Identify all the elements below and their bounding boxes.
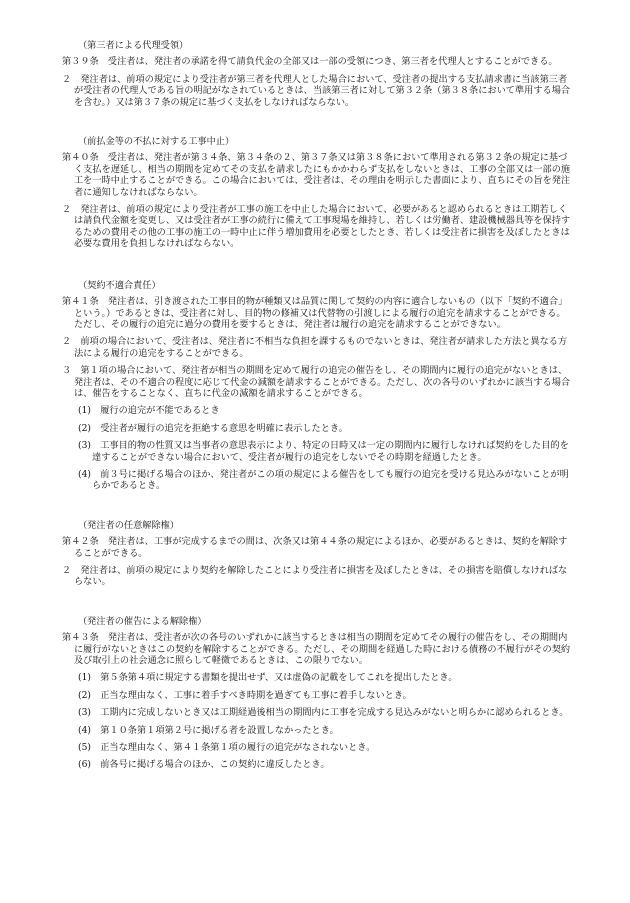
article-39	[62, 40, 574, 108]
article-43	[62, 616, 574, 771]
list-item: (3) 工事目的物の性質又は当事者の意思表示により、特定の日時又は一定の期間内に履行しなければ契約をした目的を達することができない場合において、受注者が履行の追完をしないでその時期を経過したとき。	[78, 440, 569, 463]
list-item: (1) 履行の追完が不能であるとき	[78, 405, 220, 417]
article-paragraph: ３ 第１項の場合において、発注者が相当の期間を定めて履行の追完の催告をし、その期間内に履行の追完がないときは、発注者は、その不適合の程度に応じて代金の減額を請求することができる。ただし、次の各号のいずれかに該当する場合は、催告をすることなく、直ちに代金の減額を請求することができる。	[62, 365, 571, 399]
list-item: (2) 受注者が履行の追完を拒絶する意思を明確に表示したとき。	[78, 422, 348, 434]
article-paragraph: 第４３条 発注者は、受注者が次の各号のいずれかに該当するときは相当の期間を定めてその履行の催告をし、その期間内に履行がないときはこの契約を解除することができる。ただし、その期間を経過した時における債務の不履行がその契約及び取引上の社会通念に照らして軽微であるときは、この限りでない。	[62, 632, 571, 667]
article-paragraph: 第４０条 受注者は、発注者が第３４条、第３４条の２、第３７条又は第３８条において準用される第３２条の規定に基づく支払を遅延し、相当の期間を定めてその支払を請求したにもかかわらず支払をしないときは、工事の全部又は一部の施工を一時中止することができる。この場合においては、受注者は、その理由を明示した書面により、直ちにその旨を発注者に通知しなければならない。	[62, 152, 571, 198]
article-paragraph: ２ 発注者は、前項の規定により契約を解除したことにより受注者に損害を及ぼしたときは、その損害を賠償しなければならない。	[62, 565, 568, 588]
list-item: (4) 第１０条第１項第２号に掲げる者を設置しなかったとき。	[78, 724, 339, 736]
list-item: (1) 第５条第４項に規定する書類を提出せず、又は虚偽の記載をしてこれを提出したとき。	[78, 672, 458, 684]
article-paragraph: ２ 発注者は、前項の規定により受注者が第三者を代理人とした場合において、受注者の提出する支払請求書に当該第三者が受注者の代理人である旨の明記がなされているときは、当該第三者に対して第３２条（第３８条において準用する場合を含む。）又は第３７条の規定に基づく支払をしなければならない。	[62, 73, 571, 108]
list-item: (3) 工期内に完成しないとき又は工期経過後相当の期間内に工事を完成する見込みがないと明らかに認められるとき。	[78, 707, 569, 719]
article-heading: （発注者の任意解除権）	[78, 519, 180, 531]
list-item: (5) 正当な理由なく、第４１条第１項の履行の追完がなされないとき。	[78, 742, 376, 754]
article-paragraph: 第４１条 発注者は、引き渡された工事目的物が種類又は品質に関して契約の内容に適合しないもの（以下「契約不適合」という。）であるときは、受注者に対し、目的物の修補又は代替物の引渡しによる履行の追完を請求することができる。ただし、その履行の追完に過分の費用を要するときは、発注者は履行の追完を請求することができない。	[62, 296, 568, 330]
document-page	[62, 40, 574, 777]
article-paragraph: 第３９条 受注者は、発注者の承諾を得て請負代金の全部又は一部の受領につき、第三者を代理人とすることができる。	[62, 56, 558, 68]
article-heading: （第三者による代理受領）	[78, 40, 189, 51]
article-42	[62, 520, 574, 588]
article-41	[62, 280, 574, 492]
article-paragraph: ２ 前項の場合において、受注者は、発注者に不相当な負担を課するものでないときは、発注者が請求した方法と異なる方法による履行の追完をすることができる。	[62, 336, 568, 359]
list-item: (4) 前３号に掲げる場合のほか、発注者がこの項の規定による催告をしても履行の追完を受ける見込みがないことが明らかであるとき。	[78, 468, 569, 492]
list-item: (2) 正当な理由なく、工事に着手すべき時期を過ぎても工事に着手しないとき。	[78, 689, 412, 701]
article-heading: （契約不適合責任）	[78, 279, 161, 291]
article-paragraph: ２ 発注者は、前項の規定により受注者が工事の施工を中止した場合において、必要があると認められるときは工期若しくは請負代金額を変更し、又は受注者が工事の続行に備えて工事現場を維持し、若しくは労働者、建設機械器具等を保持するための費用その他の工事の施工の一時中止に伴う増加費用を必要としたとき、若しくは受注者に損害を及ぼしたときは必要な費用を負担しなければならない。	[62, 204, 571, 250]
article-heading: （発注者の催告による解除権）	[78, 615, 207, 627]
article-40	[62, 136, 574, 250]
list-item: (6) 前各号に掲げる場合のほか、この契約に違反したとき。	[78, 759, 330, 771]
article-paragraph: 第４２条 発注者は、工事が完成するまでの間は、次条又は第４４条の規定によるほか、必要があるときは、契約を解除することができる。	[62, 536, 568, 559]
article-heading: （前払金等の不払に対する工事中止）	[78, 136, 235, 148]
